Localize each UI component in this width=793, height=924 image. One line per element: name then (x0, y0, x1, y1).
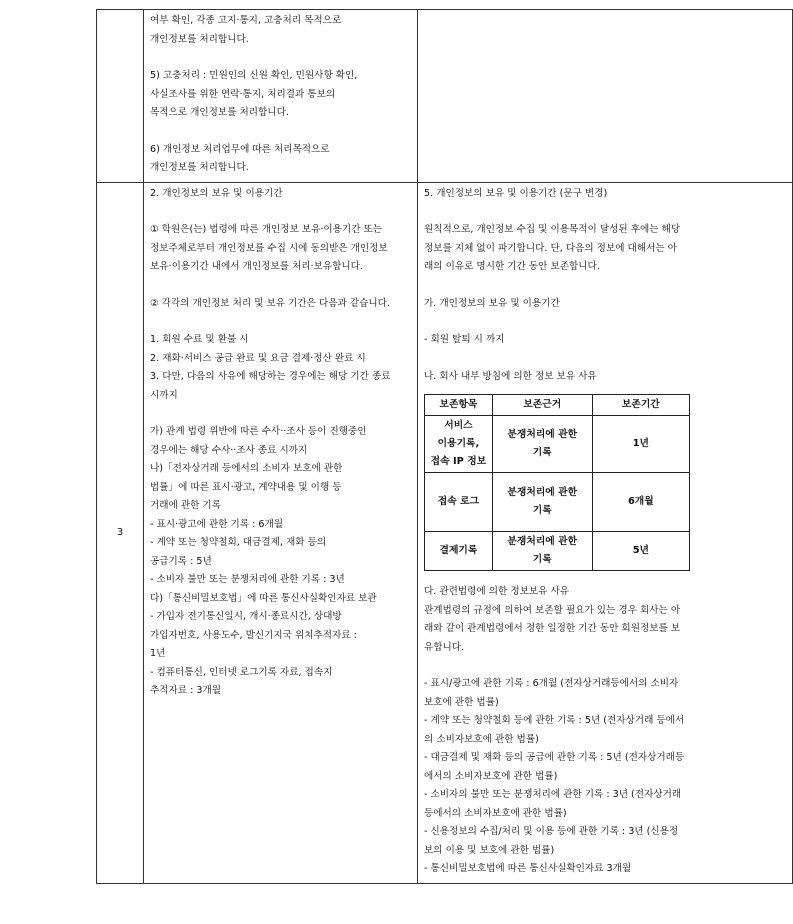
line-spacer (424, 313, 786, 331)
line-spacer (150, 405, 411, 423)
retention-row (425, 416, 690, 473)
text-line: 보유·이용기간 내에서 개인정보를 처리·보유합니다. (150, 261, 363, 272)
text-line: - 컴퓨터통신, 인터넷 로그기록 자료, 접속지 (150, 666, 333, 678)
retention-item: 서비스 이용기록, 접속 IP 정보 (425, 416, 493, 473)
retention-item: 접속 로그 (425, 473, 493, 532)
text-line: 시까지 (150, 389, 178, 401)
text-line: 5) 고충처리 : 민원인의 신원 확인, 민원사항 확인, (150, 70, 358, 81)
header-item: 보존항목 (425, 395, 493, 416)
text-line: 개인정보를 처리합니다. (150, 33, 249, 45)
line-spacer (150, 277, 411, 295)
line-spacer (150, 49, 411, 67)
text-line: 유합니다. (424, 641, 465, 653)
text-line: 보의 이용 및 보호에 관한 법률) (424, 844, 555, 856)
text-line: 추적자료 : 3개월 (150, 685, 222, 696)
text-line: 1년 (150, 648, 166, 659)
text-line: 다)「통신비밀보호법」에 따른 통신사실확인자료 보관 (150, 592, 377, 604)
table-row-3 (97, 182, 793, 883)
retention-table (424, 394, 690, 571)
text-line: 5. 개인정보의 보유 및 이용기간 (문구 변경) (424, 187, 608, 199)
current-policy-cell (144, 182, 418, 883)
revised-policy-legal (424, 583, 786, 879)
line-spacer (424, 657, 786, 675)
row-number-cell (97, 182, 144, 883)
retention-item: 결제기록 (425, 532, 493, 571)
prev-left-text (144, 10, 417, 182)
text-line: 법률」에 따른 표시·광고, 계약내용 및 이행 등 (150, 481, 342, 493)
text-line: - 계약 또는 청약철회 등에 관한 기록 : 5년 (전자상거래 등에서 (424, 715, 685, 726)
text-line: - 대금결제 및 재화 등의 공급에 관한 기록 : 5년 (전자상거래등 (424, 752, 685, 763)
prev-right-cell (418, 10, 793, 183)
line-spacer (424, 277, 786, 295)
text-line: 관계법령의 규정에 의하여 보존할 필요가 있는 경우 회사는 아 (424, 604, 681, 616)
text-line: 가. 개인정보의 보유 및 이용기간 (424, 297, 560, 309)
current-policy-text (144, 183, 417, 705)
text-line: 의 소비자보호에 관한 법률) (424, 733, 539, 745)
text-line: 2. 개인정보의 보유 및 이용기간 (150, 187, 283, 199)
text-line: - 표시/광고에 관한 기록 : 6개월 (전자상거래등에서의 소비자 (424, 678, 679, 689)
text-line: - 회원 탈퇴 시 까지 (424, 334, 505, 345)
revised-policy-cell (418, 182, 793, 883)
row-number: 3 (116, 527, 124, 538)
text-line: - 소비자의 불만 또는 분쟁처리에 관한 기록 : 3년 (전자상거래 (424, 789, 682, 800)
text-line: 에서의 소비자보호에 관한 법률) (424, 770, 558, 782)
text-line: 3. 다만, 다음의 사유에 해당하는 경우에는 해당 기간 종료 (150, 371, 391, 382)
text-line: 래와 같이 관계법령에서 정한 일정한 기간 동안 회원정보를 보 (424, 623, 681, 634)
revised-policy-text (418, 183, 792, 883)
text-line: 다. 관련법령에 의한 정보보유 사유 (424, 586, 569, 597)
text-line: ② 각각의 개인정보 처리 및 보유 기간은 다음과 같습니다. (150, 297, 390, 309)
header-basis: 보존근거 (492, 395, 592, 416)
table-row-prev (97, 10, 793, 183)
retention-period: 6개월 (592, 473, 689, 532)
policy-comparison-table (96, 9, 793, 884)
text-line: - 표시·광고에 관한 기록 : 6개월 (150, 518, 284, 530)
text-line: - 신용정보의 수집/처리 및 이용 등에 관한 기록 : 3년 (신용정 (424, 826, 679, 837)
text-line: 나)「전자상거래 등에서의 소비자 보호에 관한 (150, 463, 343, 474)
text-line: 6) 개인정보 처리업무에 따른 처리목적으로 (150, 143, 330, 155)
text-line: 나. 회사 내부 방침에 의한 정보 보유 사유 (424, 370, 597, 382)
header-period: 보존기간 (592, 395, 689, 416)
line-spacer (424, 350, 786, 368)
text-line: 2. 재화·서비스 공급 완료 및 요금 결제·정산 완료 시 (150, 352, 366, 364)
retention-period: 5년 (592, 532, 689, 571)
prev-left-cell (144, 10, 418, 183)
row-number-cell (97, 10, 144, 183)
line-spacer (150, 123, 411, 141)
text-line: 사실조사를 위한 연락·통지, 처리결과 통보의 (150, 88, 336, 100)
text-line: ① 학원은(는) 법령에 따른 개인정보 보유·이용기간 또는 (150, 224, 383, 235)
text-line: 래의 이유로 명시한 기간 동안 보존합니다. (424, 261, 600, 272)
retention-row (425, 473, 690, 532)
text-line: 목적으로 개인정보를 처리합니다. (150, 107, 289, 118)
retention-period: 1년 (592, 416, 689, 473)
text-line: 정보를 지체 없이 파기합니다. 단, 다음의 정보에 대해서는 아 (424, 242, 677, 254)
text-line: 여부 확인, 각종 고지·통지, 고충처리 목적으로 (150, 15, 342, 26)
text-line: - 가입자 전기통신일시, 개시·종료시간, 상대방 (150, 611, 342, 622)
text-line: 가입자번호, 사용도수, 발신기지국 위치추적자료 : (150, 629, 357, 641)
text-line: 공급기록 : 5년 (150, 555, 212, 567)
retention-basis: 분쟁처리에 관한 기록 (492, 416, 592, 473)
text-line: - 소비자 불만 또는 분쟁처리에 관한 기록 : 3년 (150, 574, 345, 585)
retention-basis: 분쟁처리에 관한 기록 (492, 473, 592, 532)
retention-basis: 분쟁처리에 관한 기록 (492, 532, 592, 571)
text-line: 원칙적으로, 개인정보 수집 및 이용목적이 달성된 후에는 해당 (424, 224, 681, 235)
text-line: 1. 회원 수료 및 환불 시 (150, 334, 249, 345)
text-line: 경우에는 해당 수사··조사 종료 시까지 (150, 444, 308, 456)
text-line: 등에서의 소비자보호에 관한 법률) (424, 807, 567, 819)
text-line: 정보주체로부터 개인정보를 수집 시에 동의받은 개인정보 (150, 242, 388, 254)
retention-table-header (425, 395, 690, 416)
text-line: 가) 관계 법령 위반에 따른 수사··조사 등이 진행중인 (150, 426, 367, 437)
text-line: 거래에 관한 기록 (150, 500, 221, 511)
text-line: - 계약 또는 청약철회, 대금결제, 재화 등의 (150, 537, 327, 548)
line-spacer (424, 203, 786, 221)
line-spacer (150, 203, 411, 221)
text-line: 개인정보를 처리합니다. (150, 162, 249, 173)
line-spacer (150, 313, 411, 331)
text-line: 보호에 관한 법률) (424, 696, 499, 708)
text-line: - 통신비밀보호법에 따른 통신사실확인자료 3개월 (424, 863, 632, 874)
revised-policy-intro (424, 185, 786, 387)
retention-row (425, 532, 690, 571)
